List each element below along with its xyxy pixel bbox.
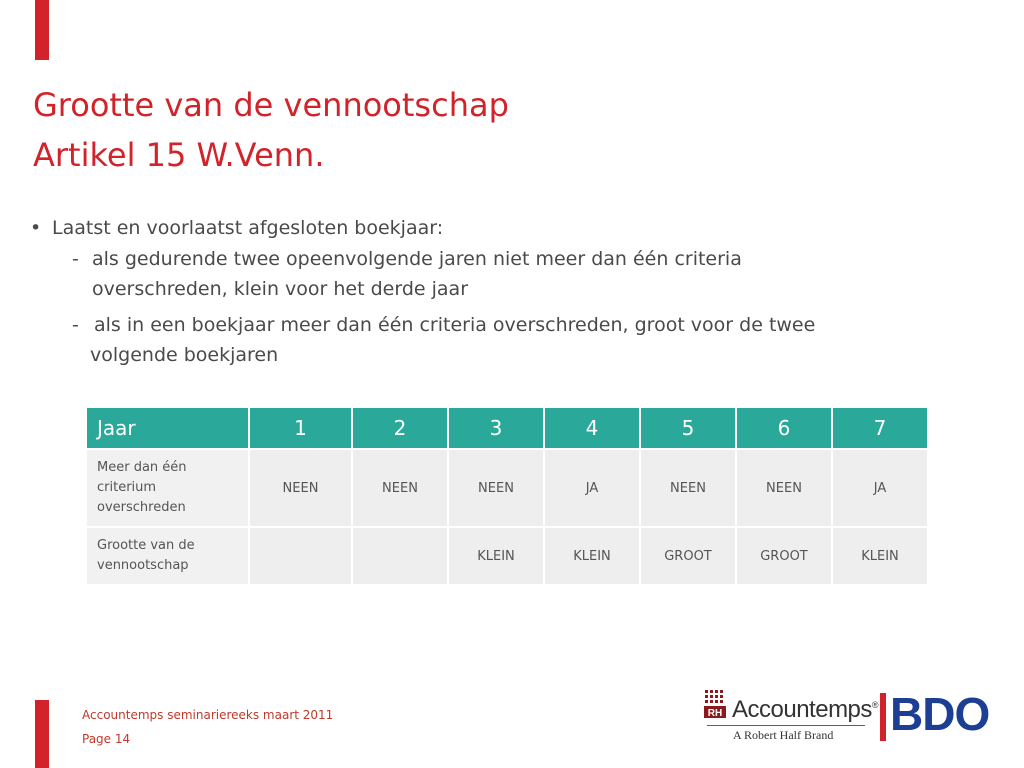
table-cell: JA xyxy=(832,449,928,527)
title-line-1: Grootte van de vennootschap xyxy=(33,86,509,124)
table-cell: GROOT xyxy=(736,527,832,584)
table-row xyxy=(87,449,928,527)
robert-half-mark-icon xyxy=(703,688,727,720)
bottom-accent-bar xyxy=(35,700,49,768)
table-header-row xyxy=(87,408,928,449)
dash-marker: - xyxy=(72,314,79,336)
accountemps-tagline: A Robert Half Brand xyxy=(733,728,834,742)
bdo-logo-bar xyxy=(880,693,886,741)
slide-body xyxy=(30,212,990,370)
table-cell: JA xyxy=(544,449,640,527)
table-row xyxy=(87,527,928,584)
sub-item-2 xyxy=(30,310,990,370)
slide-title xyxy=(33,80,509,180)
dash-marker: - xyxy=(72,248,79,270)
sub-item-2-line-1: als in een boekjaar meer dan één criteria overschreden, groot voor de twee xyxy=(94,314,816,336)
table-cell: GROOT xyxy=(640,527,736,584)
sub-item-1-line-1: als gedurende twee opeenvolgende jaren niet meer dan één criteria xyxy=(92,248,742,270)
bdo-logo xyxy=(880,688,995,741)
table-cell: KLEIN xyxy=(832,527,928,584)
header-year-6: 6 xyxy=(736,408,832,449)
header-year-2: 2 xyxy=(352,408,448,449)
table-cell: NEEN xyxy=(352,449,448,527)
footer xyxy=(82,703,333,751)
table-cell: KLEIN xyxy=(448,527,544,584)
table-cell: NEEN xyxy=(640,449,736,527)
footer-series: Accountemps seminariereeks maart 2011 xyxy=(82,708,334,722)
bullet-item xyxy=(30,212,990,244)
bullet-marker: • xyxy=(30,217,42,239)
accountemps-divider xyxy=(707,725,865,726)
sub-item-2-line-2: volgende boekjaren xyxy=(90,344,279,366)
svg-text:RH: RH xyxy=(707,708,723,719)
header-year-label: Jaar xyxy=(87,408,249,449)
size-criteria-table xyxy=(87,408,929,584)
table-cell xyxy=(249,527,352,584)
table-cell xyxy=(352,527,448,584)
header-year-3: 3 xyxy=(448,408,544,449)
header-year-7: 7 xyxy=(832,408,928,449)
row-label: Grootte van de vennootschap xyxy=(87,527,249,584)
table-cell: NEEN xyxy=(249,449,352,527)
footer-page-number: Page 14 xyxy=(82,732,131,746)
table-cell: KLEIN xyxy=(544,527,640,584)
header-year-1: 1 xyxy=(249,408,352,449)
bullet-text: Laatst en voorlaatst afgesloten boekjaar: xyxy=(52,217,444,239)
table-cell: NEEN xyxy=(448,449,544,527)
bdo-wordmark: BDO xyxy=(890,688,990,740)
top-accent-bar xyxy=(35,0,49,60)
sub-item-1-line-2: overschreden, klein voor het derde jaar xyxy=(92,278,469,300)
table-cell: NEEN xyxy=(736,449,832,527)
row-label: Meer dan één criterium overschreden xyxy=(87,449,249,527)
header-year-4: 4 xyxy=(544,408,640,449)
accountemps-logo xyxy=(703,688,879,746)
accountemps-wordmark: Accountemps® xyxy=(732,696,879,723)
sub-item-1 xyxy=(30,244,990,304)
header-year-5: 5 xyxy=(640,408,736,449)
title-line-2: Artikel 15 W.Venn. xyxy=(33,136,325,174)
